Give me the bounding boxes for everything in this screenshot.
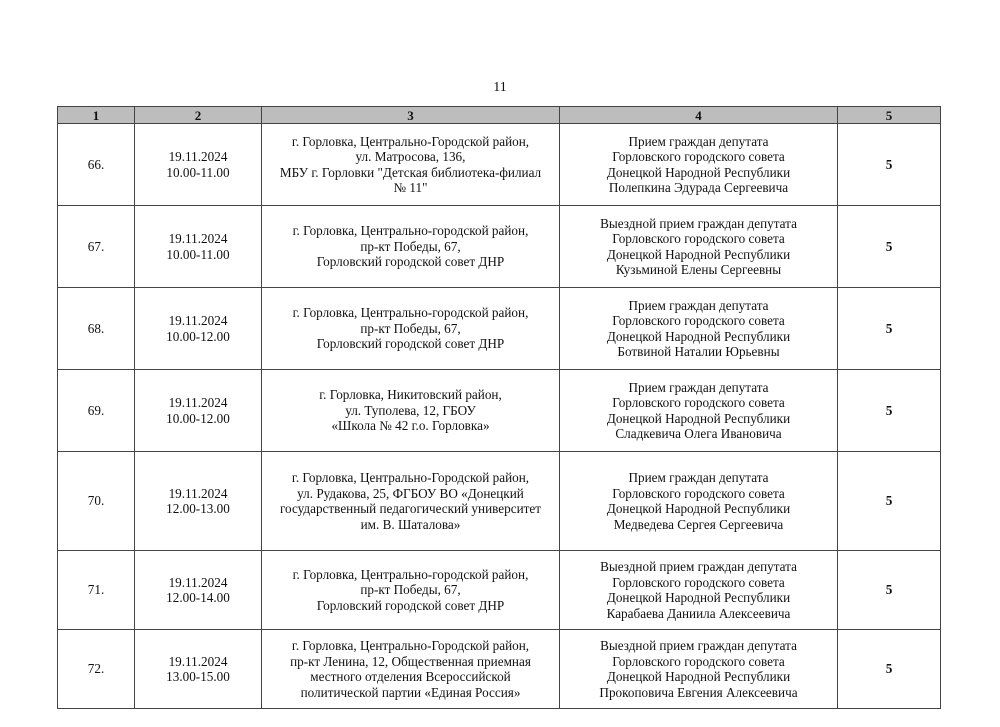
date-cell [135,124,262,206]
date-cell [135,370,262,452]
row-number-cell [58,452,135,551]
event-line: Выездной прием граждан депутата [600,638,797,653]
table-row [58,288,941,370]
event-line: Горловского городского совета [612,485,785,501]
time-text: 10.00-12.00 [166,328,230,344]
place-line: местного отделения Всероссийской [310,669,511,684]
row-number-cell [58,551,135,630]
event-cell [560,124,838,206]
event-cell [560,370,838,452]
count-cell [838,124,941,206]
date-text: 19.11.2024 [168,313,228,328]
place-line: № 11" [393,180,428,195]
event-line: Кузьминой Елены Сергеевны [615,262,782,277]
count-value: 5 [885,493,893,509]
date-text: 19.11.2024 [168,149,228,164]
event-line: Горловского городского совета [612,231,785,246]
place-cell [262,124,560,206]
row-number: 67. [87,238,105,254]
date-cell [135,630,262,709]
table-row [58,551,941,630]
row-number: 68. [87,320,105,336]
place-line: «Школа № 42 г.о. Горловка» [331,418,490,434]
place-line: пр-кт Победы, 67, [360,320,461,336]
place-line: Горловский городской совет ДНР [316,336,505,352]
event-cell [560,288,838,370]
column-header: 3 [262,107,560,124]
place-line: г. Горловка, Центрально-Городской район, [291,638,530,653]
date-text: 19.11.2024 [168,485,228,501]
event-line: Ботвиной Наталии Юрьевны [617,344,780,359]
place-line: ул. Рудакова, 25, ФГБОУ ВО «Донецкий [297,485,524,501]
date-text: 19.11.2024 [168,395,228,410]
row-number: 69. [87,402,105,418]
event-line: Донецкой Народной Республики [606,164,791,180]
date-text: 19.11.2024 [168,574,228,590]
row-number: 70. [87,493,105,509]
table-row [58,630,941,709]
event-line: Прием граждан депутата [628,470,769,485]
event-line: Донецкой Народной Республики [606,246,791,262]
time-text: 13.00-15.00 [166,669,230,684]
row-number-cell [58,630,135,709]
place-line: г. Горловка, Центрально-городской район, [292,305,529,321]
place-cell [262,288,560,370]
event-line: Выездной прием граждан депутата [600,215,797,231]
count-value: 5 [885,582,893,598]
place-line: ул. Матросова, 136, [355,149,466,164]
count-value: 5 [885,661,893,677]
count-value: 5 [885,402,893,418]
event-line: Донецкой Народной Республики [606,669,791,684]
place-line: г. Горловка, Никитовский район, [319,387,502,403]
row-number: 66. [87,156,105,172]
column-header: 1 [58,107,135,124]
count-cell [838,452,941,551]
event-line: Выездной прием граждан депутата [600,559,797,574]
event-line: Карабаева Даниила Алексеевича [606,605,791,621]
event-line: Донецкой Народной Республики [606,590,791,605]
column-header: 5 [838,107,941,124]
count-value: 5 [885,238,893,254]
event-line: Прокоповича Евгения Алексеевича [599,684,798,700]
place-cell [262,630,560,709]
place-cell [262,551,560,630]
schedule-table [57,106,941,709]
event-line: Сладкевича Олега Ивановича [615,426,782,441]
count-cell [838,206,941,288]
page-number: 11 [493,80,507,95]
event-line: Полепкина Эдурада Сергеевича [608,180,789,195]
count-cell [838,630,941,709]
event-line: Прием граждан депутата [628,297,769,313]
event-line: Медведева Сергея Сергеевича [613,516,784,532]
count-cell [838,370,941,452]
date-cell [135,452,262,551]
event-cell [560,206,838,288]
event-line: Донецкой Народной Республики [606,501,791,516]
place-line: г. Горловка, Центрально-городской район, [292,223,529,239]
event-line: Горловского городского совета [612,653,785,669]
place-line: Горловский городской совет ДНР [316,597,505,613]
place-cell [262,452,560,551]
row-number-cell [58,288,135,370]
place-line: государственный педагогический университет [279,501,542,516]
date-text: 19.11.2024 [168,653,228,669]
row-number-cell [58,370,135,452]
event-cell [560,452,838,551]
date-cell [135,288,262,370]
time-text: 12.00-13.00 [166,501,230,516]
place-line: Горловский городской совет ДНР [316,254,505,270]
place-cell [262,370,560,452]
event-cell [560,630,838,709]
place-line: МБУ г. Горловки "Детская библиотека-филиал [279,164,542,180]
place-line: им. В. Шаталова» [360,516,461,532]
event-line: Прием граждан депутата [628,379,769,395]
event-cell [560,551,838,630]
place-cell [262,206,560,288]
place-line: политической партии «Единая Россия» [300,684,521,700]
row-number-cell [58,124,135,206]
column-header: 4 [560,107,838,124]
count-cell [838,551,941,630]
place-line: г. Горловка, Центрально-Городской район, [291,133,530,149]
place-line: г. Горловка, Центрально-городской район, [292,566,529,582]
column-header: 2 [135,107,262,124]
event-line: Горловского городского совета [612,313,785,328]
event-line: Горловского городского совета [612,574,785,590]
table-row [58,370,941,452]
event-line: Горловского городского совета [612,395,785,410]
place-line: пр-кт Победы, 67, [360,582,461,598]
count-cell [838,288,941,370]
table-row [58,206,941,288]
place-line: пр-кт Победы, 67, [360,238,461,254]
table-row [58,452,941,551]
time-text: 10.00-12.00 [166,410,230,426]
count-value: 5 [885,156,893,172]
event-line: Донецкой Народной Республики [606,328,791,344]
event-line: Прием граждан депутата [628,133,769,149]
date-text: 19.11.2024 [168,231,228,246]
place-line: ул. Туполева, 12, ГБОУ [345,402,476,418]
place-line: пр-кт Ленина, 12, Общественная приемная [290,653,531,669]
place-line: г. Горловка, Центрально-Городской район, [291,470,530,485]
table-row [58,124,941,206]
event-line: Горловского городского совета [612,149,785,164]
date-cell [135,551,262,630]
event-line: Донецкой Народной Республики [606,410,791,426]
date-cell [135,206,262,288]
row-number-cell [58,206,135,288]
header-row [58,107,941,124]
row-number: 71. [87,582,105,598]
count-value: 5 [885,320,893,336]
time-text: 10.00-11.00 [166,246,230,262]
time-text: 10.00-11.00 [166,164,230,180]
time-text: 12.00-14.00 [166,590,230,605]
row-number: 72. [87,661,105,677]
